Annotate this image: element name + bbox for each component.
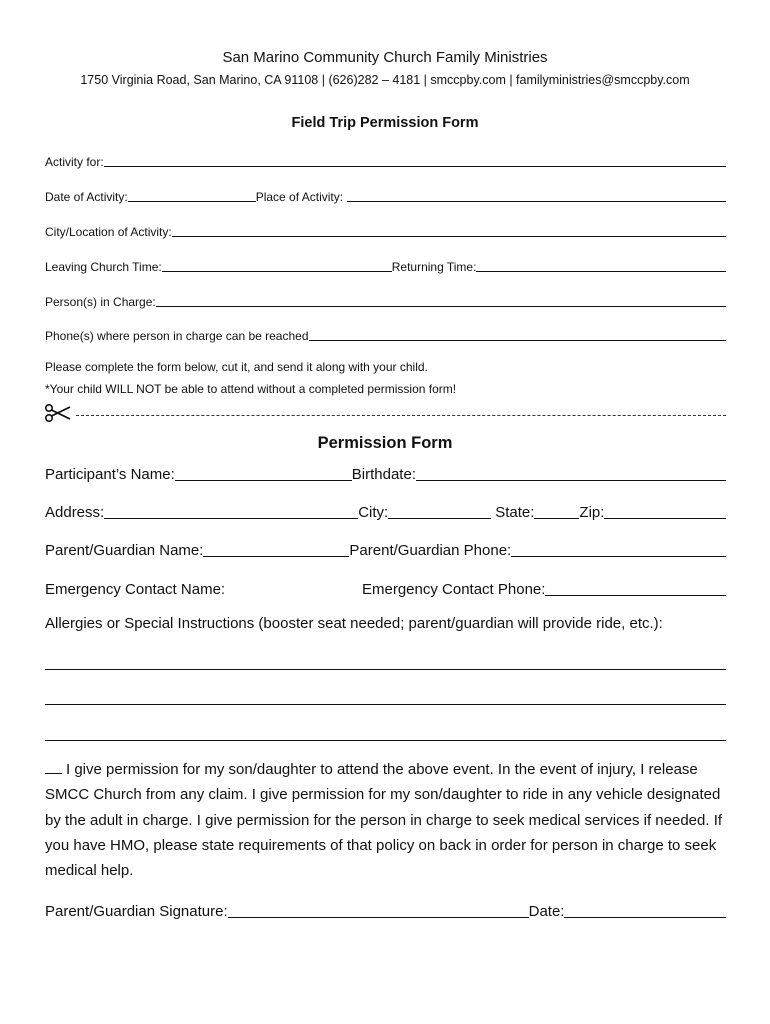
birthdate-field[interactable]: [416, 479, 726, 481]
address-row: [45, 499, 726, 521]
participant-name-field[interactable]: [175, 479, 352, 481]
guardian-phone-label: Parent/Guardian Phone:: [349, 542, 512, 559]
participant-row: [45, 461, 726, 483]
times-row: [45, 256, 726, 274]
instruction-line-1: Please complete the form below, cut it, and send it along with your child.: [45, 360, 428, 374]
persons-in-charge-row: [45, 291, 726, 309]
emergency-phone-field[interactable]: [545, 594, 726, 596]
org-name: San Marino Community Church Family Ministries: [222, 49, 548, 66]
org-address-line: 1750 Virginia Road, San Marino, CA 91108 | (626)282 – 4181 | smccpby.com | familyministries@smccpby.com: [80, 73, 690, 87]
zip-field[interactable]: [604, 517, 726, 519]
activity-for-field[interactable]: [104, 165, 726, 167]
emergency-row: [45, 576, 726, 598]
city-field[interactable]: [388, 517, 491, 519]
birthdate-label: Birthdate:: [351, 466, 416, 483]
permission-form-title: Permission Form: [317, 434, 453, 452]
state-label: State:: [495, 504, 535, 521]
consent-paragraph: [45, 757, 730, 883]
zip-label: Zip:: [579, 504, 605, 521]
guardian-row: [45, 537, 726, 559]
leaving-time-label: Leaving Church Time:: [45, 260, 162, 274]
date-of-activity-field[interactable]: [128, 200, 256, 202]
phones-row: [45, 325, 726, 343]
cut-dashes: [76, 415, 726, 416]
signature-row: [45, 898, 726, 920]
leaving-time-field[interactable]: [162, 270, 392, 272]
guardian-phone-field[interactable]: [511, 555, 726, 557]
address-field[interactable]: [104, 517, 358, 519]
allergies-line-1[interactable]: [45, 669, 726, 670]
address-label: Address:: [45, 504, 105, 521]
returning-time-field[interactable]: [476, 270, 726, 272]
activity-for-label: Activity for:: [45, 155, 104, 169]
city-location-label: City/Location of Activity:: [45, 225, 172, 239]
emergency-phone-label: Emergency Contact Phone:: [362, 581, 546, 598]
phones-label: Phone(s) where person in charge can be reached: [45, 329, 309, 343]
state-field[interactable]: [534, 517, 579, 519]
scissors-icon: [44, 403, 72, 423]
consent-text: I give permission for my son/daughter to attend the above event. In the event of injury, I release SMCC Church from any claim. I give permission for my son/daughter to ride in any vehicle designated by the adult in charge. I give permission for the person in charge to seek medical services if needed. If you have HMO, please state requirements of that policy on back in order for person in charge to seek medical help.: [45, 761, 723, 880]
guardian-name-field[interactable]: [203, 555, 349, 557]
date-field[interactable]: [564, 916, 726, 918]
place-of-activity-field[interactable]: [347, 200, 726, 202]
city-location-row: [45, 221, 726, 239]
date-of-activity-label: Date of Activity:: [45, 190, 128, 204]
date-label: Date:: [528, 903, 565, 920]
city-label: City:: [358, 504, 389, 521]
returning-time-label: Returning Time:: [391, 260, 477, 274]
guardian-name-label: Parent/Guardian Name:: [45, 542, 204, 559]
allergies-line-2[interactable]: [45, 704, 726, 705]
date-place-row: [45, 186, 726, 204]
activity-for-row: [45, 151, 726, 169]
persons-in-charge-field[interactable]: [156, 305, 726, 307]
signature-field[interactable]: [228, 916, 529, 918]
signature-label: Parent/Guardian Signature:: [45, 903, 228, 920]
participant-name-label: Participant’s Name:: [45, 466, 175, 483]
allergies-label: Allergies or Special Instructions (booster seat needed; parent/guardian will provide ride, etc.):: [45, 615, 663, 632]
phones-field[interactable]: [309, 339, 727, 341]
cut-line: [44, 402, 726, 424]
instruction-line-2: *Your child WILL NOT be able to attend without a completed permission form!: [45, 382, 457, 396]
allergies-line-3[interactable]: [45, 740, 726, 741]
persons-in-charge-label: Person(s) in Charge:: [45, 295, 156, 309]
emergency-name-label: Emergency Contact Name:: [45, 581, 226, 598]
field-trip-form-title: Field Trip Permission Form: [291, 115, 479, 131]
consent-checkbox-line[interactable]: [45, 760, 62, 774]
city-location-field[interactable]: [172, 235, 726, 237]
place-of-activity-label: Place of Activity:: [255, 190, 344, 204]
